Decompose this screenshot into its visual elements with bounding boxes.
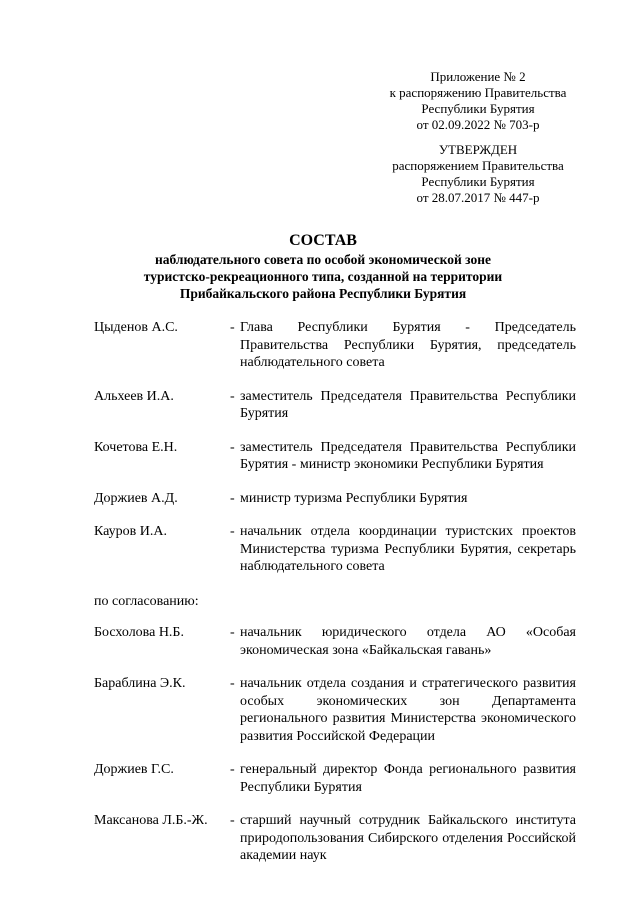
member-name: Бараблина Э.К. [94,676,186,691]
document-title: СОСТАВ [289,232,357,249]
appendix-line: к распоряжению Правительства [389,85,567,100]
approval-line: Республики Бурятия [421,174,535,189]
member-dash: - [230,524,235,539]
appendix-line: Приложение № 2 [430,69,526,84]
member-dash: - [230,813,235,828]
member-dash: - [230,762,235,777]
approval-line: от 28.07.2017 № 447-р [416,190,540,205]
subtitle-line: наблюдательного совета по особой экономической зоне [154,252,492,267]
member-dash: - [230,490,235,506]
member-name: Доржиев А.Д. [94,490,178,506]
member-name: Альхеев И.А. [94,388,174,404]
member-role: начальник юридического отдела АО «Особая экономическая зона «Байкальская гавань» [240,625,576,658]
member-dash: - [230,320,235,335]
members-list [94,319,576,865]
member-dash: - [230,439,235,455]
approval-line: распоряжением Правительства [392,158,564,173]
member-name: Босхолова Н.Б. [94,625,184,640]
member-row [94,319,576,372]
approval-block [360,142,596,206]
member-row [94,523,576,576]
member-name: Цыденов А.С. [94,320,178,335]
member-row [94,388,576,423]
agreed-member-row [94,761,576,796]
subtitle-line: Прибайкальского района Республики Бурятия [179,286,467,301]
member-name: Доржиев Г.С. [94,762,174,777]
agreed-member-row [94,675,576,745]
member-role: начальник отдела создания и стратегического развития особых экономических зон Департамента регионального развития Министерства экономического развития Российской Федерации [240,676,576,744]
member-role: заместитель Председателя Правительства Республики Бурятия - министр экономики Республики Бурятия [240,439,576,472]
member-name: Максанова Л.Б.-Ж. [94,813,208,828]
member-role: старший научный сотрудник Байкальского института природопользования Сибирского отделения Российской академии наук [240,813,576,863]
member-dash: - [230,676,235,691]
member-name: Кауров И.А. [94,524,167,539]
member-role: генеральный директор Фонда регионального развития Республики Бурятия [240,762,576,795]
member-name: Кочетова Е.Н. [94,439,178,455]
agreed-member-row [94,812,576,865]
subtitle-line: туристско-рекреационного типа, созданной на территории [143,269,503,284]
agreed-member-row [94,624,576,659]
member-row [94,439,576,474]
member-dash: - [230,388,235,404]
member-row [94,490,576,508]
section-label: по согласованию: [94,593,199,609]
appendix-line: от 02.09.2022 № 703-р [416,117,540,132]
appendix-line: Республики Бурятия [421,101,535,116]
member-role: министр туризма Республики Бурятия [240,490,468,506]
member-role: начальник отдела координации туристских проектов Министерства туризма Республики Бурятия, секретарь наблюдательного совета [240,524,576,574]
document-subtitle [97,251,549,302]
member-role: заместитель Председателя Правительства Республики Бурятия [240,388,576,421]
appendix-block [360,69,596,133]
member-dash: - [230,625,235,640]
approval-line: УТВЕРЖДЕН [438,142,518,157]
member-role: Глава Республики Бурятия - Председатель Правительства Республики Бурятия, председатель наблюдательного совета [240,320,576,370]
